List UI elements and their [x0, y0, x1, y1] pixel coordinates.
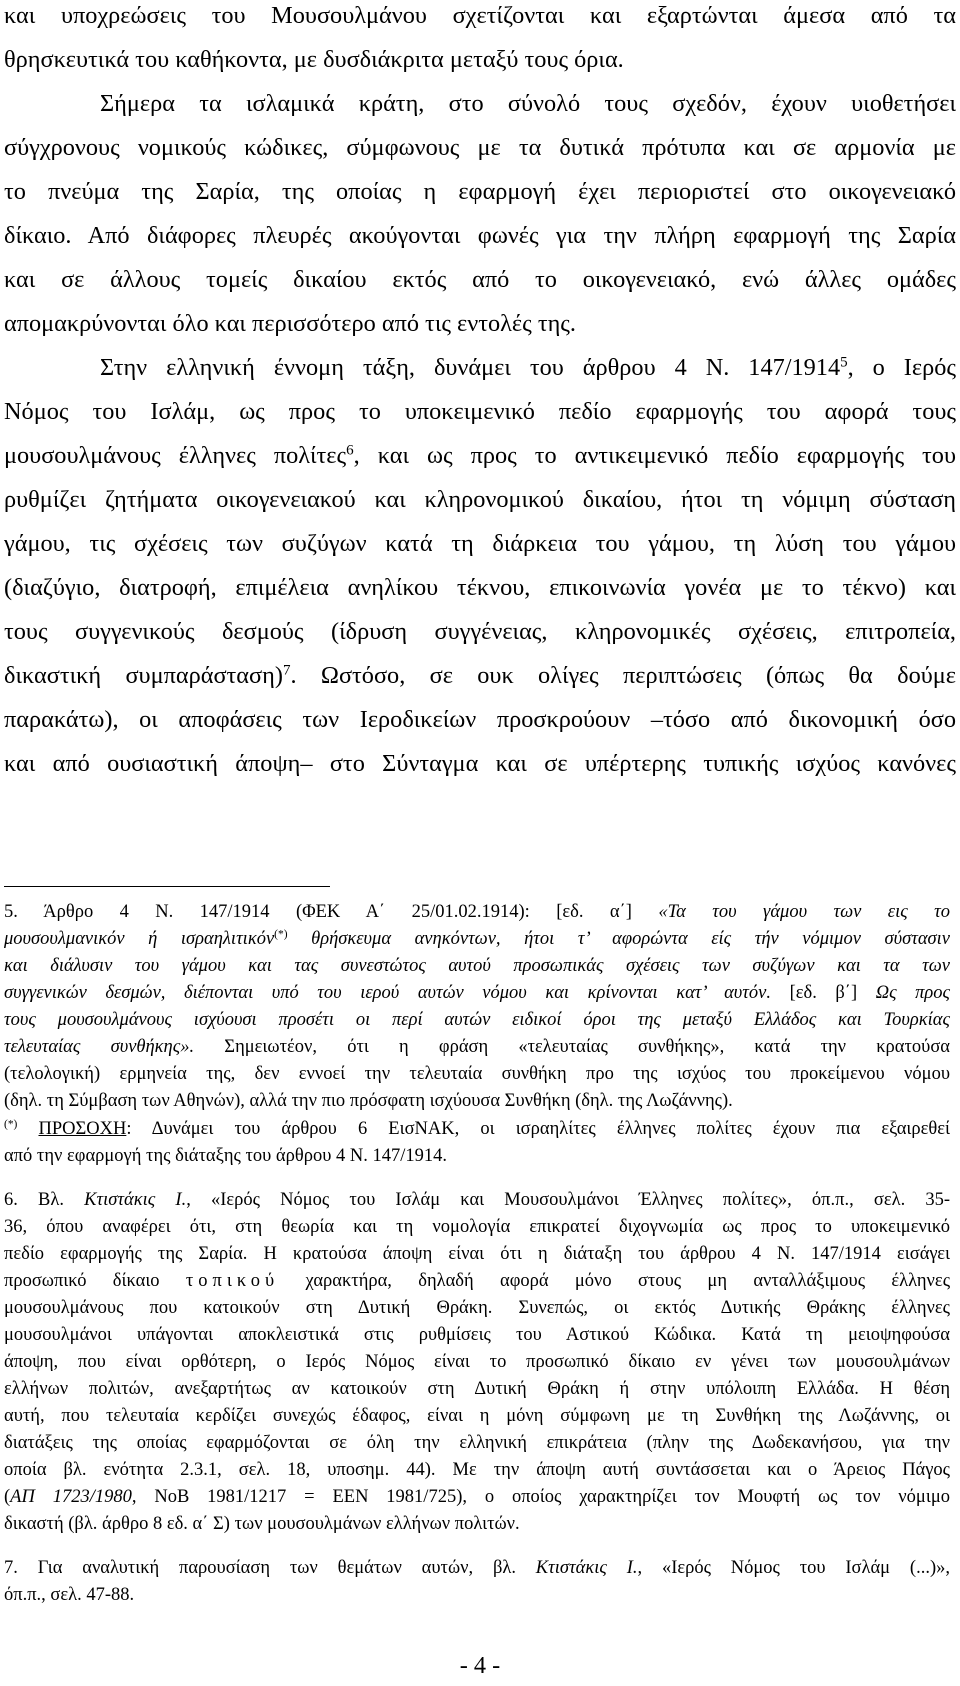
footnote-5-line-2	[4, 929, 950, 950]
body-line-1: και υποχρεώσεις του Μουσουλμάνου σχετίζονται και εξαρτώνται άμεσα από τα	[4, 2, 956, 29]
fn-text: Δυνάμει του άρθρου 6 ΕισΝΑΚ, οι ισραηλίτες έλληνες πολίτες έχουν πια εξαιρεθεί	[151, 1119, 950, 1139]
fn-quote: συγγενικών δεσμών, διέπονται υπό του ιερού αυτών νόμου και κρίνονται κατ’ αυτόν.	[4, 983, 771, 1003]
footnote-7-line-2: όπ.π., σελ. 47-88.	[4, 1585, 135, 1605]
footnote-5-line-8: (δηλ. τη Σύμβαση των Αθηνών), αλλά την πιο πρόσφατη ισχύουσα Συνθήκη (δηλ. της Λωζάννης).	[4, 1091, 733, 1111]
body-line-11	[4, 442, 956, 470]
fn-text: προσωπικό δίκαιο	[4, 1271, 160, 1291]
fn-text: , «Ιερός Νόμος του Ισλάμ και Μουσουλμάνοι Έλληνες πολίτες», όπ.π., σελ. 35-	[186, 1190, 951, 1210]
body-text: δικαστική συμπαράσταση)	[4, 662, 283, 689]
fn-marker: (*)	[274, 928, 288, 941]
footnote-5-line-4	[4, 983, 950, 1004]
footnote-5-line-1	[4, 902, 950, 923]
footnote-6-line-10: διατάξεις της οποίας εφαρμόζονται σε όλη την ελληνική επικράτεια (πλην της Δωδεκανήσου, για την	[4, 1433, 950, 1453]
body-text: Στην ελληνική έννομη τάξη, δυνάμει του άρθρου 4 Ν. 147/1914	[100, 354, 841, 381]
footnote-separator	[4, 886, 330, 887]
footnote-5-line-7: (τελολογική) ερμηνεία της, δεν εννοεί την τελευταία συνθήκη προ της ισχύος του προκείμενου νόμου	[4, 1064, 950, 1084]
fn-case-ref: ΑΠ 1723/1980	[10, 1487, 132, 1507]
footnote-7-line-1	[4, 1558, 950, 1579]
footnote-ref-6: 6	[346, 442, 354, 459]
footnote-6-line-5: μουσουλμάνους που κατοικούν στη Δυτική Θράκη. Συνεπώς, οι εκτός Δυτικής Θράκης έλληνες	[4, 1298, 950, 1318]
body-line-14: (διαζύγιο, διατροφή, επιμέλεια ανηλίκου τέκνου, επικοινωνία γονέα με το τέκνο) και	[4, 574, 956, 601]
body-text: . Ωστόσο, σε ουκ ολίγες περιπτώσεις (όπως θα δούμε	[290, 662, 956, 689]
footnote-5-line-10: από την εφαρμογή της διάταξης του άρθρου 4 Ν. 147/1914.	[4, 1146, 447, 1166]
footnote-5-line-3: και διάλυσιν του γάμου και τας συνεστώτος αυτού προσωπικάς σχέσεις των συζύγων και τα των	[4, 956, 950, 976]
page-number: - 4 -	[459, 1652, 501, 1679]
footnote-ref-5: 5	[840, 354, 848, 371]
body-line-18: και από ουσιαστική άποψη– στο Σύνταγμα και σε υπέρτερης τυπικής ισχύος κανόνες	[4, 750, 956, 777]
body-line-16	[4, 662, 956, 690]
fn-text: Σημειωτέον, ότι η φράση «τελευταίας συνθήκης», κατά την κρατούσα	[224, 1037, 950, 1057]
body-line-5: το πνεύμα της Σαρία, της οποίας η εφαρμογή έχει περιοριστεί στο οικογενειακό	[4, 178, 956, 205]
body-text: , ο Ιερός	[847, 354, 956, 381]
footnote-5-line-5: τους μουσουλμάνους ισχύουσι προσέτι οι περί αυτών ειδικοί όροι της μεταξύ Ελλάδος και Τουρκίας	[4, 1010, 950, 1030]
footnote-6-line-7: άποψη, που είναι ορθότερη, ο Ιερός Νόμος είναι το προσωπικό δίκαιο εν γένει των μουσουλμάνων	[4, 1352, 950, 1372]
body-line-12: ρυθμίζει ζητήματα οικογενειακού και κληρονομικού δικαίου, ήτοι τη νόμιμη σύσταση	[4, 486, 956, 513]
fn-quote: «Τα του γάμου των εις το	[658, 902, 950, 922]
footnote-ref-7: 7	[282, 662, 291, 679]
fn-quote: θρήσκευμα ανηκόντων, ήτοι τ’ αφορώντα είς τήν νόμιμον σύστασιν	[311, 929, 950, 949]
fn-number: 7.	[4, 1558, 18, 1578]
footnote-6-line-1	[4, 1190, 950, 1211]
footnote-6-line-12	[4, 1487, 950, 1508]
footnote-6-line-2: 36, όπου αναφέρει ότι, στη θεωρία και τη νομολογία επικρατεί διχογνωμία ως προς το υποκειμενικό	[4, 1217, 950, 1237]
footnote-6-line-11: οποία βλ. ενότητα 2.3.1, σελ. 18, υποσημ. 44). Με την άποψη αυτή συντάσσεται και ο Άρειος Πάγος	[4, 1460, 950, 1480]
footnote-6-line-4	[4, 1271, 950, 1292]
body-line-13: γάμου, τις σχέσεις των συζύγων κατά τη διάρκεια του γάμου, τη λύση του γάμου	[4, 530, 956, 557]
footnote-6-line-13: δικαστή (βλ. άρθρο 8 εδ. α΄ Σ) των μουσουλμάνων ελλήνων πολιτών.	[4, 1514, 520, 1534]
body-line-9	[100, 354, 956, 382]
fn-quote: μουσουλμανικόν ή ισραηλιτικόν	[4, 929, 275, 949]
fn-text: [εδ. β΄]	[789, 983, 858, 1003]
footnote-6-line-8: ελλήνων πολιτών, ανεξαρτήτως αν κατοικούν στη Δυτική Θράκη ή στην υπόλοιπη Ελλάδα. Η θέση	[4, 1379, 950, 1399]
fn-number: 6.	[4, 1190, 18, 1210]
fn-number: 5.	[4, 902, 18, 922]
body-text: μουσουλμάνους έλληνες πολίτες	[4, 442, 347, 469]
body-line-8: απομακρύνονται όλο και περισσότερο από τις εντολές της.	[4, 310, 576, 337]
fn-text: , ΝοΒ 1981/1217 = ΕΕΝ 1981/725), ο οποίος χαρακτηρίζει τον Μουφτή ως τον νόμιμο	[131, 1487, 950, 1507]
footnote-6-line-3: πεδίο εφαρμογής της Σαρία. Η κρατούσα άποψη είναι ότι η διάταξη του άρθρου 4 Ν. 147/1914 εισάγει	[4, 1244, 950, 1264]
fn-warning-label: ΠΡΟΣΟΧΗ	[38, 1119, 127, 1139]
body-line-4: σύγχρονους νομικούς κώδικες, σύμφωνους με τα δυτικά πρότυπα και σε αρμονία με	[4, 134, 956, 161]
footnote-6-line-9: αυτή, που τελευταία κερδίζει συνεχώς έδαφος, είναι η μόνη σύμφωνη με τη Συνθήκη της Λωζάννης, οι	[4, 1406, 950, 1426]
body-line-17: παρακάτω), οι αποφάσεις των Ιεροδικείων προσκρούουν –τόσο από δικονομική όσο	[4, 706, 956, 733]
fn-author: Κτιστάκις Ι.	[535, 1558, 638, 1578]
fn-quote: Ως προς	[875, 983, 951, 1003]
fn-text: Για αναλυτική παρουσίαση των θεμάτων αυτών, βλ.	[37, 1558, 516, 1578]
fn-author: Κτιστάκις Ι.	[84, 1190, 187, 1210]
fn-text: Βλ.	[38, 1190, 64, 1210]
fn-text: χαρακτήρα, δηλαδή αφορά μόνο στους μη ανταλλάξιμους έλληνες	[305, 1271, 951, 1291]
footnote-6-line-6: μουσουλμάνοι υπάγονται αποκλειστικά στις ρυθμίσεις του Αστικού Κώδικα. Κατά τη μειοψηφούσα	[4, 1325, 950, 1345]
footnote-5-line-6	[4, 1037, 950, 1058]
fn-marker: (*)	[4, 1118, 18, 1131]
body-line-3: Σήμερα τα ισλαμικά κράτη, στο σύνολό τους σχεδόν, έχουν υιοθετήσει	[100, 90, 956, 117]
fn-quote: τελευταίας συνθήκης».	[4, 1037, 195, 1057]
body-line-15: τους συγγενικούς δεσμούς (ίδρυση συγγένειας, κληρονομικές σχέσεις, επιτροπεία,	[4, 618, 956, 645]
fn-text: :	[126, 1119, 132, 1139]
fn-text: (	[4, 1487, 11, 1507]
body-line-7: και σε άλλους τομείς δικαίου εκτός από το οικογενειακό, ενώ άλλες ομάδες	[4, 266, 956, 293]
fn-emphasis: τοπικού	[185, 1271, 280, 1291]
fn-text: [εδ. α΄]	[556, 902, 632, 922]
body-line-10: Νόμος του Ισλάμ, ως προς το υποκειμενικό πεδίο εφαρμογής του αφορά τους	[4, 398, 956, 425]
body-text: , και ως προς το αντικειμενικό πεδίο εφαρμογής του	[353, 442, 956, 469]
fn-text: Άρθρο 4 Ν. 147/1914 (ΦΕΚ Α΄ 25/01.02.1914):	[43, 902, 530, 922]
body-line-2: θρησκευτικά του καθήκοντα, με δυσδιάκριτα μεταξύ τους όρια.	[4, 46, 624, 73]
footnote-5-line-9	[4, 1119, 950, 1140]
fn-text: , «Ιερός Νόμος του Ισλάμ (...)»,	[637, 1558, 950, 1578]
body-line-6: δίκαιο. Από διάφορες πλευρές ακούγονται φωνές για την πλήρη εφαρμογή της Σαρία	[4, 222, 956, 249]
